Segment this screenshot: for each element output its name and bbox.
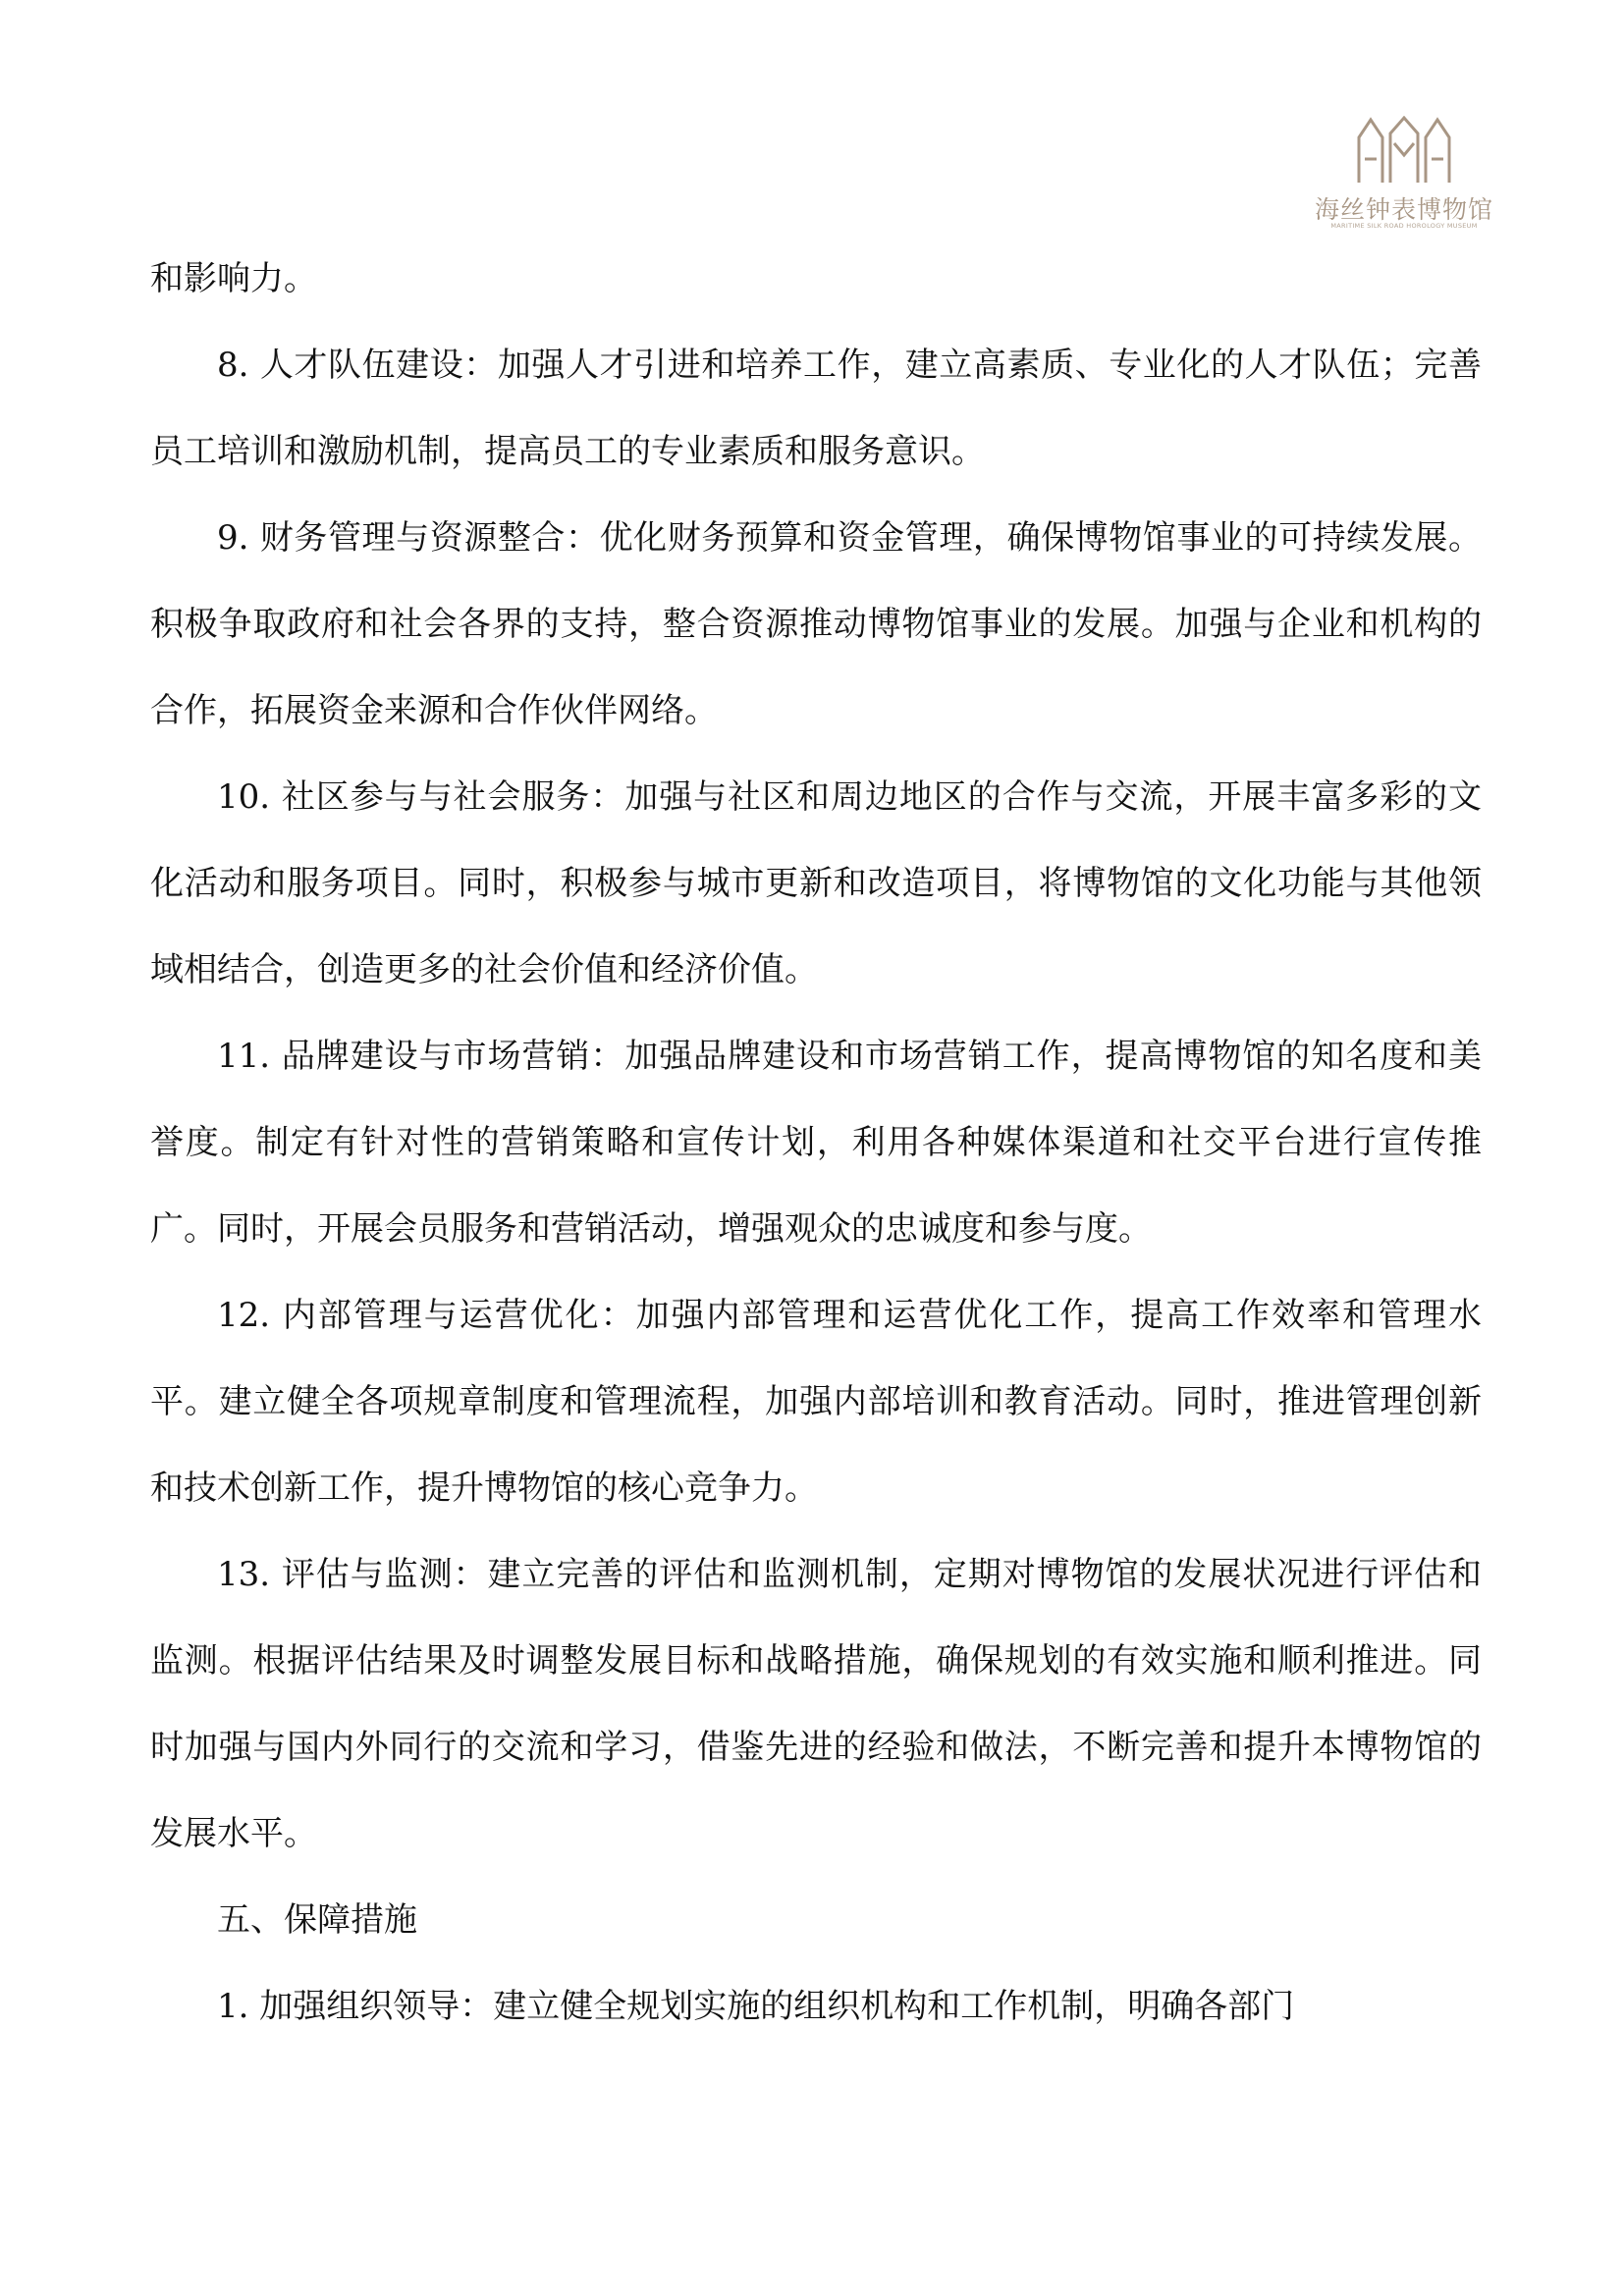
paragraph-community-service: 10. 社区参与与社会服务：加强与社区和周边地区的合作与交流，开展丰富多彩的文化活动和服务项目。同时，积极参与城市更新和改造项目，将博物馆的文化功能与其他领域相结合，创造更多的社会价值和经济价值。 <box>150 777 1482 989</box>
section-heading-safeguards: 五、保障措施 <box>217 1900 417 1940</box>
museum-building-icon <box>1353 116 1455 185</box>
paragraph-evaluation-monitoring: 13. 评估与监测：建立完善的评估和监测机制，定期对博物馆的发展状况进行评估和监测。根据评估结果及时调整发展目标和战略措施，确保规划的有效实施和顺利推进。同时加强与国内外同行的交流和学习，借鉴先进的经验和做法，不断完善和提升本博物馆的发展水平。 <box>150 1555 1482 1853</box>
paragraph-organization-leadership: 1. 加强组织领导：建立健全规划实施的组织机构和工作机制，明确各部门 <box>217 1987 1295 2026</box>
paragraph-brand-marketing: 11. 品牌建设与市场营销：加强品牌建设和市场营销工作，提高博物馆的知名度和美誉度。制定有针对性的营销策略和宣传计划，利用各种媒体渠道和社交平台进行宣传推广。同时，开展会员服务和营销活动，增强观众的忠诚度和参与度。 <box>150 1037 1482 1249</box>
paragraph-internal-management: 12. 内部管理与运营优化：加强内部管理和运营优化工作，提高工作效率和管理水平。建立健全各项规章制度和管理流程，加强内部培训和教育活动。同时，推进管理创新和技术创新工作，提升博物馆的核心竞争力。 <box>150 1296 1482 1508</box>
museum-logo <box>1306 116 1502 232</box>
logo-name: 海丝钟表博物馆 <box>1314 195 1493 224</box>
paragraph-talent-team: 8. 人才队伍建设：加强人才引进和培养工作，建立高素质、专业化的人才队伍；完善员工培训和激励机制，提高员工的专业素质和服务意识。 <box>150 346 1482 471</box>
paragraph-finance-resources: 9. 财务管理与资源整合：优化财务预算和资金管理，确保博物馆事业的可持续发展。积极争取政府和社会各界的支持，整合资源推动博物馆事业的发展。加强与企业和机构的合作，拓展资金来源和合作伙伴网络。 <box>150 518 1482 730</box>
document-body <box>150 236 1482 2050</box>
paragraph-continuation: 和影响力。 <box>150 259 317 298</box>
logo-subtitle: MARITIME SILK ROAD HOROLOGY MUSEUM <box>1330 222 1478 230</box>
